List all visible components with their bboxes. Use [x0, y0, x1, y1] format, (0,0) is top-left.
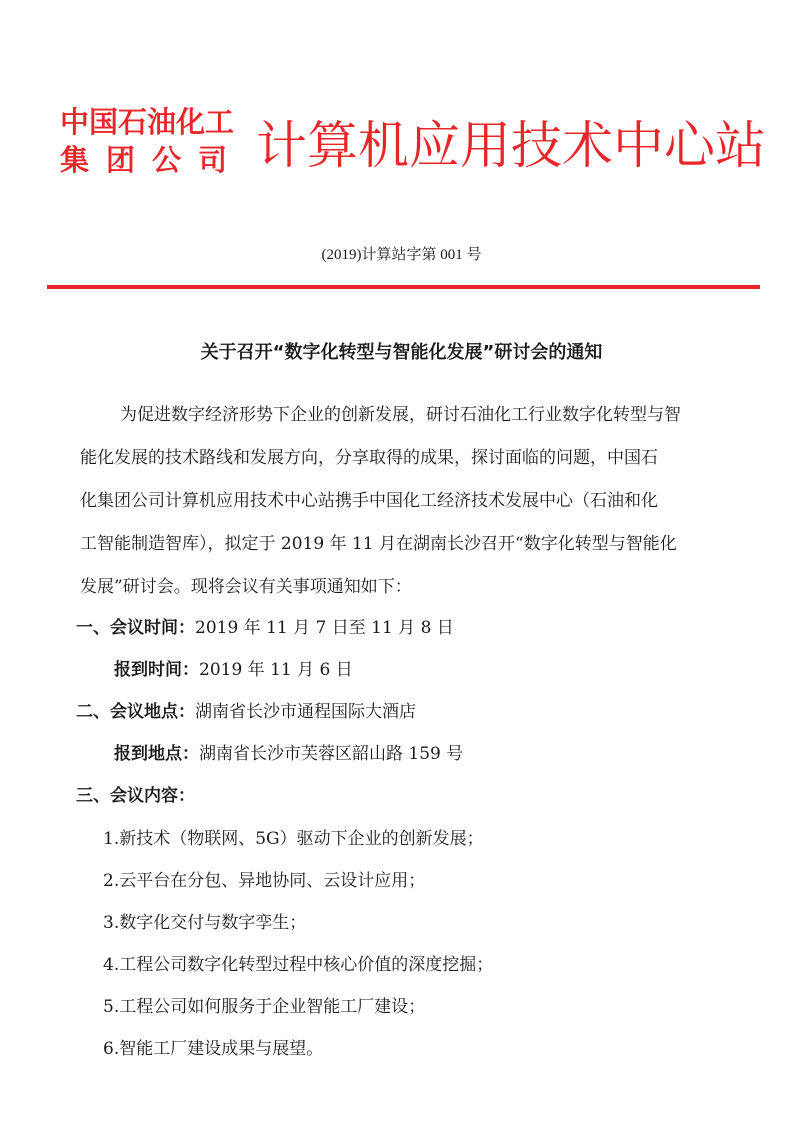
intro-line: 能化发展的技术路线和发展方向，分享取得的成果，探讨面临的问题，中国石	[80, 448, 658, 468]
meeting-time-value: 2019 年 11 月 7 日至 11 月 8 日	[195, 618, 454, 638]
content-list-item: 3.数字化交付与数字孪生；	[103, 913, 307, 933]
content-list-item: 5.工程公司如何服务于企业智能工厂建设；	[103, 997, 426, 1017]
document-number: (2019)计算站字第 001 号	[321, 247, 482, 263]
organization-name-line1: 中国石油化工	[60, 105, 235, 139]
intro-line: 工智能制造智库），拟定于 2019 年 11 月在湖南长沙召开“数字化转型与智能化	[80, 534, 677, 554]
checkin-time-label: 报到时间：	[114, 660, 199, 680]
station-name: 计算机应用技术中心站	[256, 117, 767, 176]
intro-line: 发展”研讨会。现将会议有关事项通知如下：	[80, 577, 412, 597]
meeting-place-value: 湖南省长沙市通程国际大酒店	[195, 702, 416, 722]
organization-name-line2: 集团公司	[60, 143, 245, 177]
content-list-item: 4.工程公司数字化转型过程中核心价值的深度挖掘；	[103, 955, 494, 975]
meeting-time-row	[76, 613, 454, 643]
checkin-place-label: 报到地点：	[114, 744, 199, 764]
meeting-content-label: 三、会议内容：	[76, 786, 195, 806]
meeting-place-row	[76, 697, 416, 727]
content-list-item: 6.智能工厂建设成果与展望。	[103, 1039, 324, 1059]
meeting-time-label: 一、会议时间：	[76, 618, 195, 638]
meeting-content-heading	[76, 781, 195, 811]
intro-line: 为促进数字经济形势下企业的创新发展，研讨石油化工行业数字化转型与智	[120, 405, 681, 425]
checkin-place-value: 湖南省长沙市芙蓉区韶山路 159 号	[199, 744, 464, 764]
content-list-item: 2.云平台在分包、异地协同、云设计应用；	[103, 871, 426, 891]
content-list-item: 1.新技术（物联网、5G）驱动下企业的创新发展；	[103, 829, 484, 849]
red-divider-line	[47, 285, 760, 289]
intro-line: 化集团公司计算机应用技术中心站携手中国化工经济技术发展中心（石油和化	[80, 491, 658, 511]
checkin-place-row	[114, 739, 463, 769]
checkin-time-value: 2019 年 11 月 6 日	[199, 660, 353, 680]
checkin-time-row	[114, 655, 353, 685]
notice-title: 关于召开“数字化转型与智能化发展”研讨会的通知	[200, 342, 603, 363]
letterhead	[60, 96, 767, 178]
meeting-place-label: 二、会议地点：	[76, 702, 195, 722]
